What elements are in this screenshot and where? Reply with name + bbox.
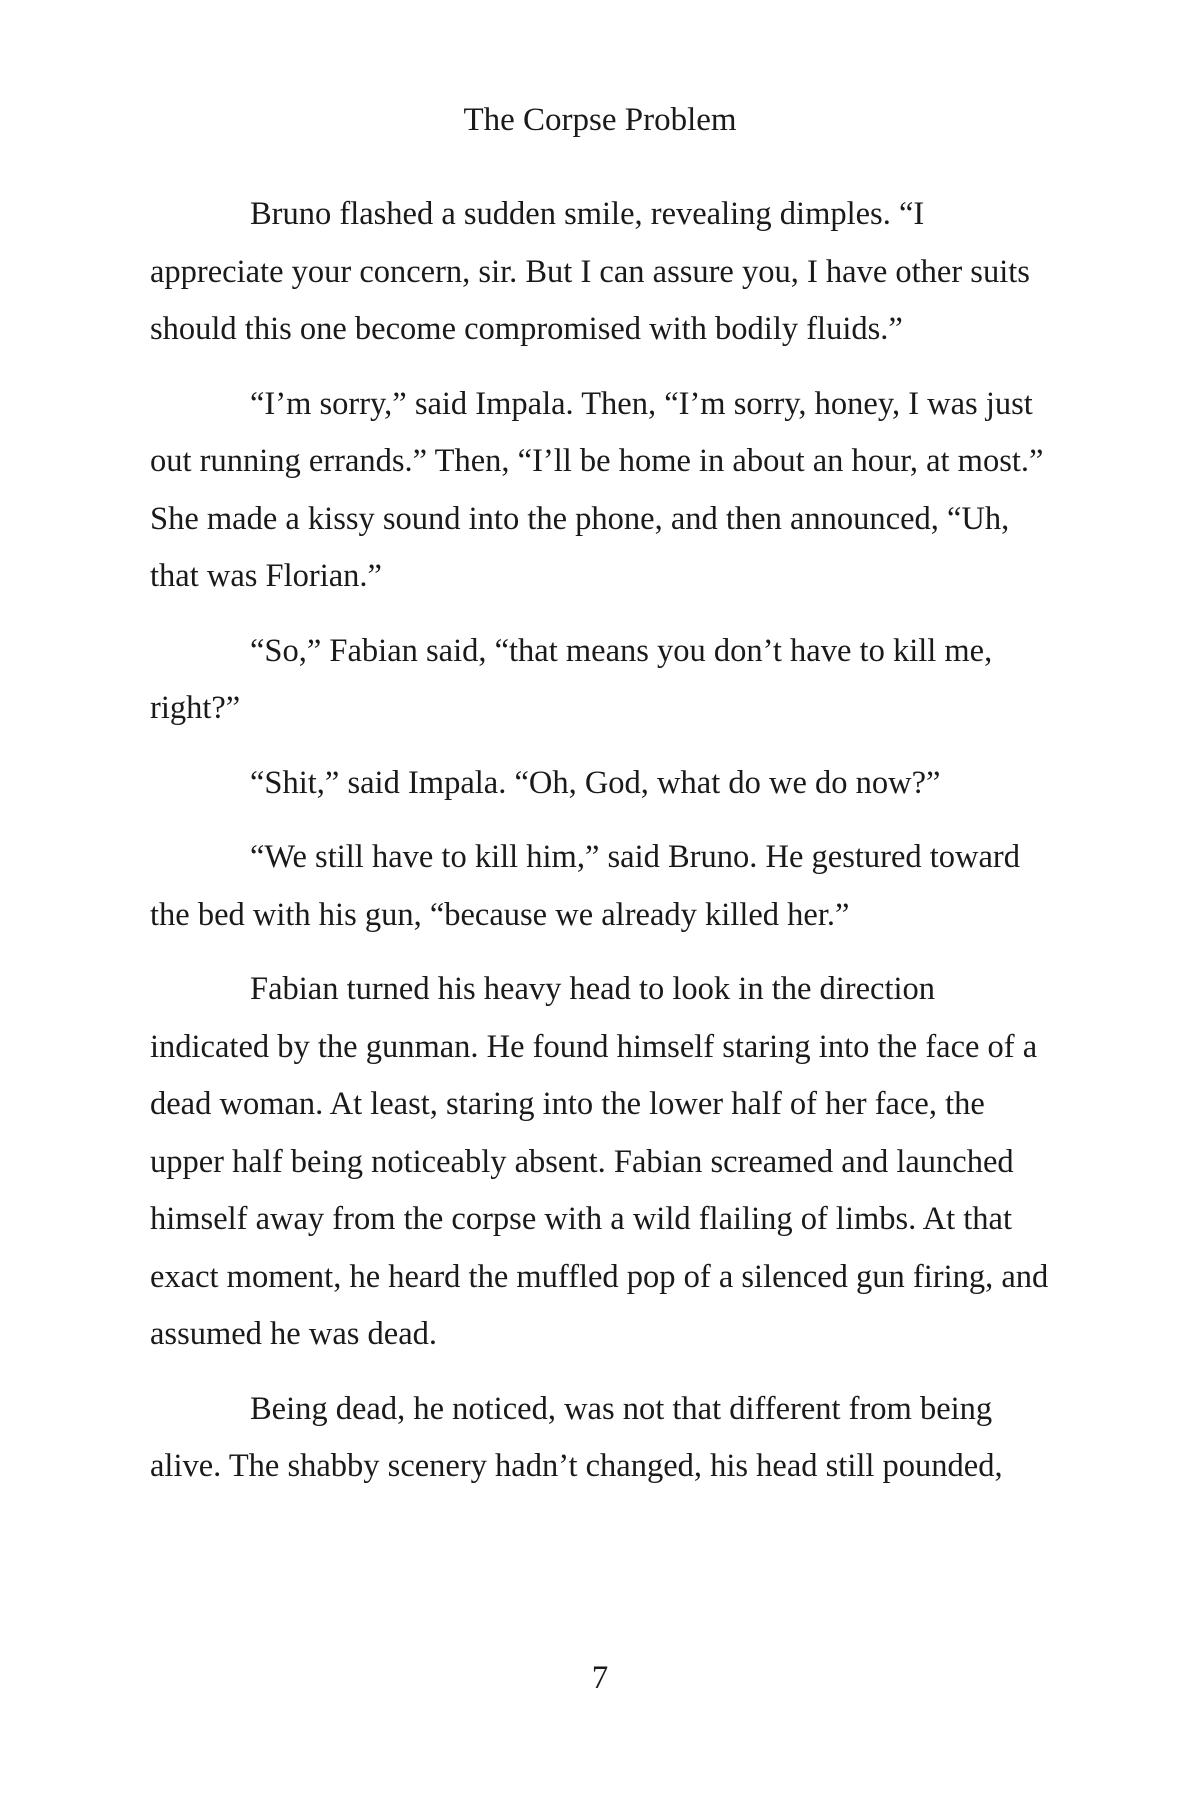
paragraph: “Shit,” said Impala. “Oh, God, what do we do now?”	[250, 764, 941, 801]
running-head: The Corpse Problem	[463, 102, 737, 138]
paragraph: Being dead, he noticed, was not that different from being alive. The shabby scenery hadn’t changed, his head still pounded,	[150, 1390, 1003, 1484]
paragraph: “We still have to kill him,” said Bruno. He gestured toward the bed with his gun, “because we already killed her.”	[150, 839, 1020, 933]
paragraph: “I’m sorry,” said Impala. Then, “I’m sorry, honey, I was just out running errands.” Then, “I’ll be home in about an hour, at most.” She made a kissy sound into the phone, and then announced, “Uh, that was Florian.”	[150, 385, 1044, 594]
paragraph: Fabian turned his heavy head to look in the direction indicated by the gunman. He found himself staring into the face of a dead woman. At least, staring into the lower half of her face, the upper half being noticeably absent. Fabian screamed and launched himself away from the corpse with a wild flailing of limbs. At that exact moment, he heard the muffled pop of a silenced gun firing, and assumed he was dead.	[150, 971, 1049, 1352]
paragraph: “So,” Fabian said, “that means you don’t have to kill me, right?”	[150, 632, 993, 726]
page-number: 7	[591, 1660, 609, 1696]
body-text	[150, 186, 1060, 1513]
paragraph: Bruno flashed a sudden smile, revealing dimples. “I appreciate your concern, sir. But I can assure you, I have other suits should this one become compromised with bodily fluids.”	[150, 196, 1030, 347]
